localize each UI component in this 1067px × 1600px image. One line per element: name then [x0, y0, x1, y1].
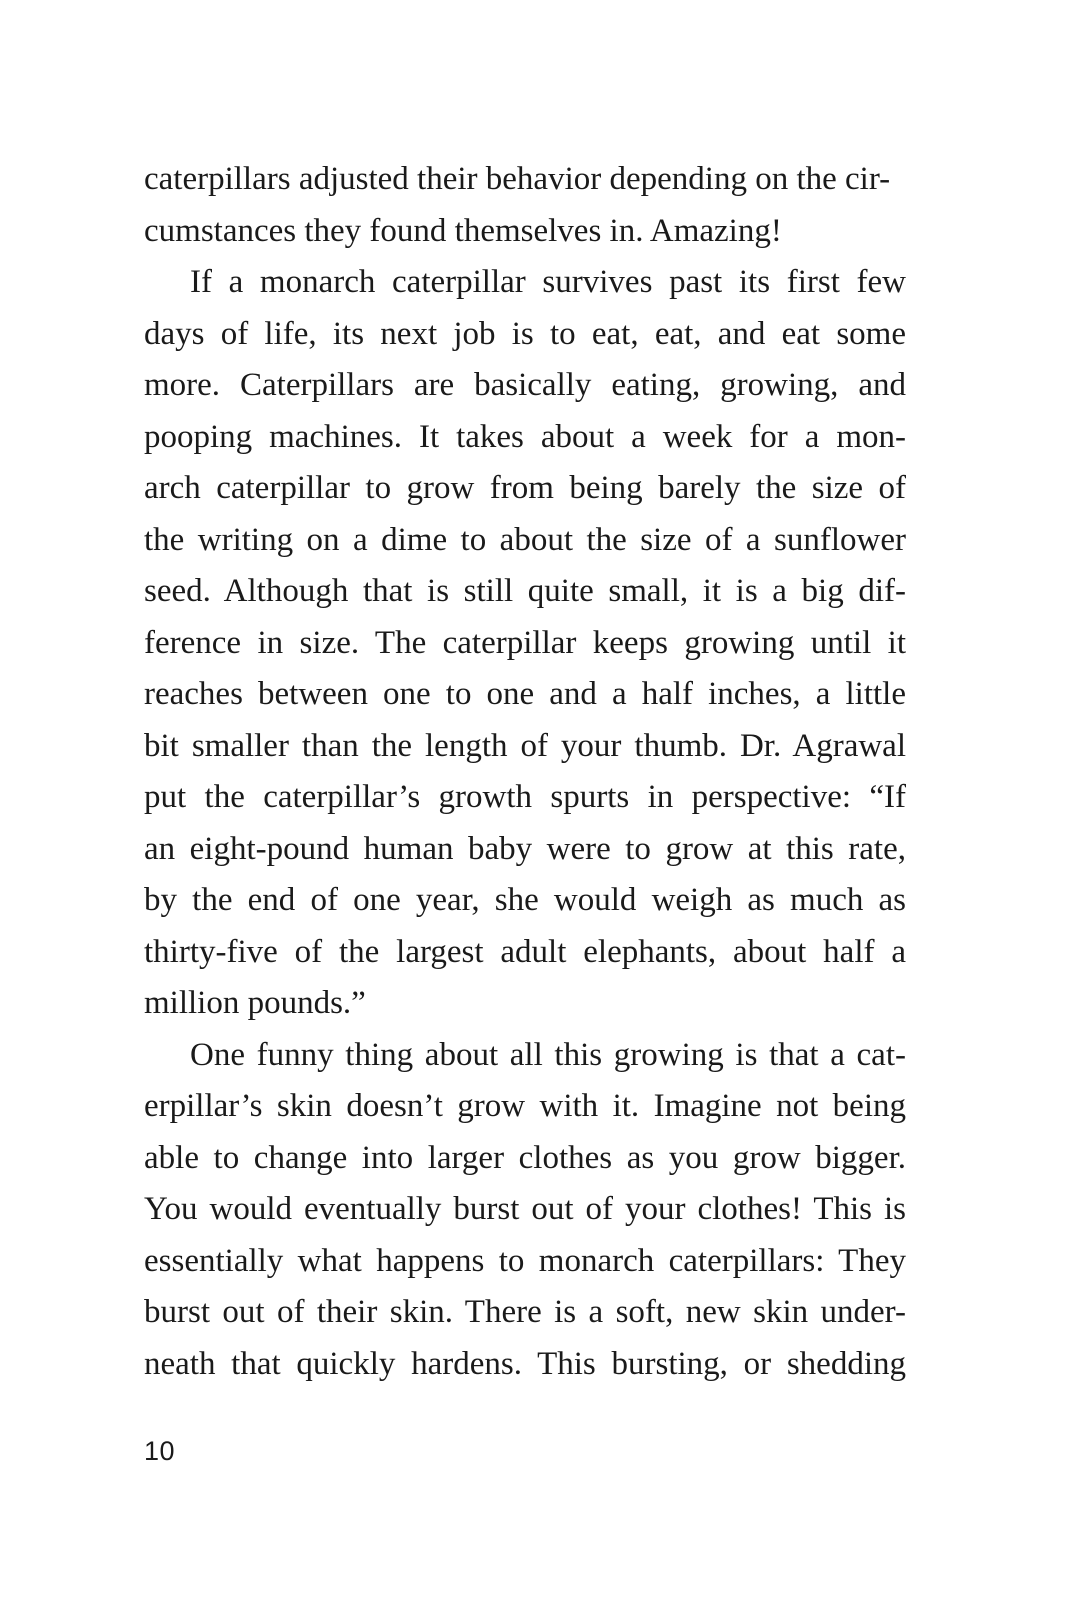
text-line: the writing on a dime to about the size of a sunflower	[144, 521, 906, 558]
text-line: pooping machines. It takes about a week for a mon-	[144, 418, 906, 455]
text-line: put the caterpillar’s growth spurts in perspective: “If	[144, 779, 906, 815]
text-line: neath that quickly hardens. This bursting, or shedding	[144, 1345, 906, 1382]
text-line: arch caterpillar to grow from being barely the size of	[144, 470, 906, 506]
paragraph-2	[144, 257, 906, 1030]
text-line: One funny thing about all this growing is that a cat-	[190, 1036, 906, 1073]
text-line: by the end of one year, she would weigh as much as	[144, 882, 906, 918]
text-line: caterpillars adjusted their behavior depending on the cir-	[144, 161, 891, 197]
text-line: ference in size. The caterpillar keeps growing until it	[144, 624, 906, 661]
text-line: more. Caterpillars are basically eating, growing, and	[144, 367, 906, 403]
text-line: an eight-pound human baby were to grow at this rate,	[144, 830, 906, 867]
text-line: seed. Although that is still quite small, it is a big dif-	[144, 573, 906, 609]
page-body	[144, 154, 906, 1390]
text-line: If a monarch caterpillar survives past its first few	[190, 264, 906, 300]
paragraph-3	[144, 1030, 906, 1391]
text-line: essentially what happens to monarch caterpillars: They	[144, 1242, 906, 1279]
text-line: thirty-five of the largest adult elephants, about half a	[144, 933, 906, 970]
text-line: You would eventually burst out of your clothes! This is	[144, 1191, 906, 1227]
text-line: able to change into larger clothes as you grow bigger.	[144, 1139, 906, 1176]
text-line: reaches between one to one and a half inches, a little	[144, 676, 906, 712]
text-line: cumstances they found themselves in. Amazing!	[144, 212, 782, 249]
text-line: days of life, its next job is to eat, eat, and eat some	[144, 315, 906, 352]
paragraph-1	[144, 154, 906, 257]
text-line: burst out of their skin. There is a soft, new skin under-	[144, 1294, 906, 1330]
text-line: million pounds.”	[144, 985, 366, 1021]
page-number: 10	[144, 1436, 176, 1466]
text-line: erpillar’s skin doesn’t grow with it. Imagine not being	[144, 1088, 906, 1124]
text-line: bit smaller than the length of your thumb. Dr. Agrawal	[144, 727, 906, 764]
